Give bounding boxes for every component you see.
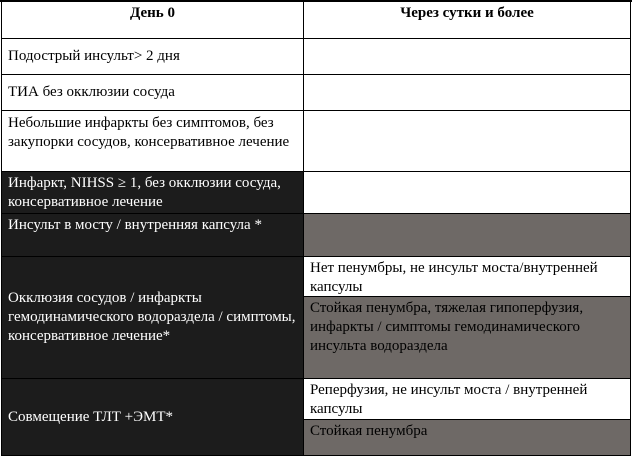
row-pons-left: Инсульт в мосту / внутренняя капсула * bbox=[1, 213, 304, 257]
row-occlusion-left bbox=[1, 256, 304, 379]
row-tia-left bbox=[1, 74, 304, 111]
header-after-day: Через сутки и более bbox=[303, 0, 631, 39]
row-text: Совмещение ТЛТ +ЭМТ* bbox=[8, 408, 174, 425]
row-small-infarcts-right bbox=[303, 110, 631, 172]
row-tlt-emt-right-bottom: Стойкая пенумбра bbox=[303, 419, 631, 456]
header-day0: День 0 bbox=[1, 0, 304, 39]
row-text: ТИА без окклюзии сосуда bbox=[8, 84, 175, 100]
row-tlt-emt-right-top: Реперфузия, не инсульт моста / внутренней капсулы bbox=[303, 378, 631, 420]
row-occlusion-right-top: Нет пенумбры, не инсульт моста/внутренней капсулы bbox=[303, 256, 631, 297]
row-subacute-right bbox=[303, 38, 631, 75]
row-tlt-emt-left bbox=[1, 378, 304, 456]
row-nihss-right bbox=[303, 171, 631, 214]
top-border bbox=[0, 0, 632, 2]
row-nihss-left: Инфаркт, NIHSS ≥ 1, без окклюзии сосуда, консервативное лечение bbox=[1, 171, 304, 214]
row-small-infarcts-left: Небольшие инфаркты без симптомов, без закупорки сосудов, консервативное лечение bbox=[1, 110, 304, 172]
row-subacute-left bbox=[1, 38, 304, 75]
stroke-table bbox=[1, 0, 631, 456]
row-text: Подострый инсульт> 2 дня bbox=[8, 48, 180, 64]
row-text: Окклюзия сосудов / инфаркты гемодинамического водораздела / симптомы, консервативное лечение* bbox=[8, 290, 296, 344]
row-tia-right bbox=[303, 74, 631, 111]
row-pons-right bbox=[303, 213, 631, 257]
row-occlusion-right-bottom: Стойкая пенумбра, тяжелая гипоперфузия, инфаркты / симптомы гемодинамического инсульта водораздела bbox=[303, 296, 631, 379]
